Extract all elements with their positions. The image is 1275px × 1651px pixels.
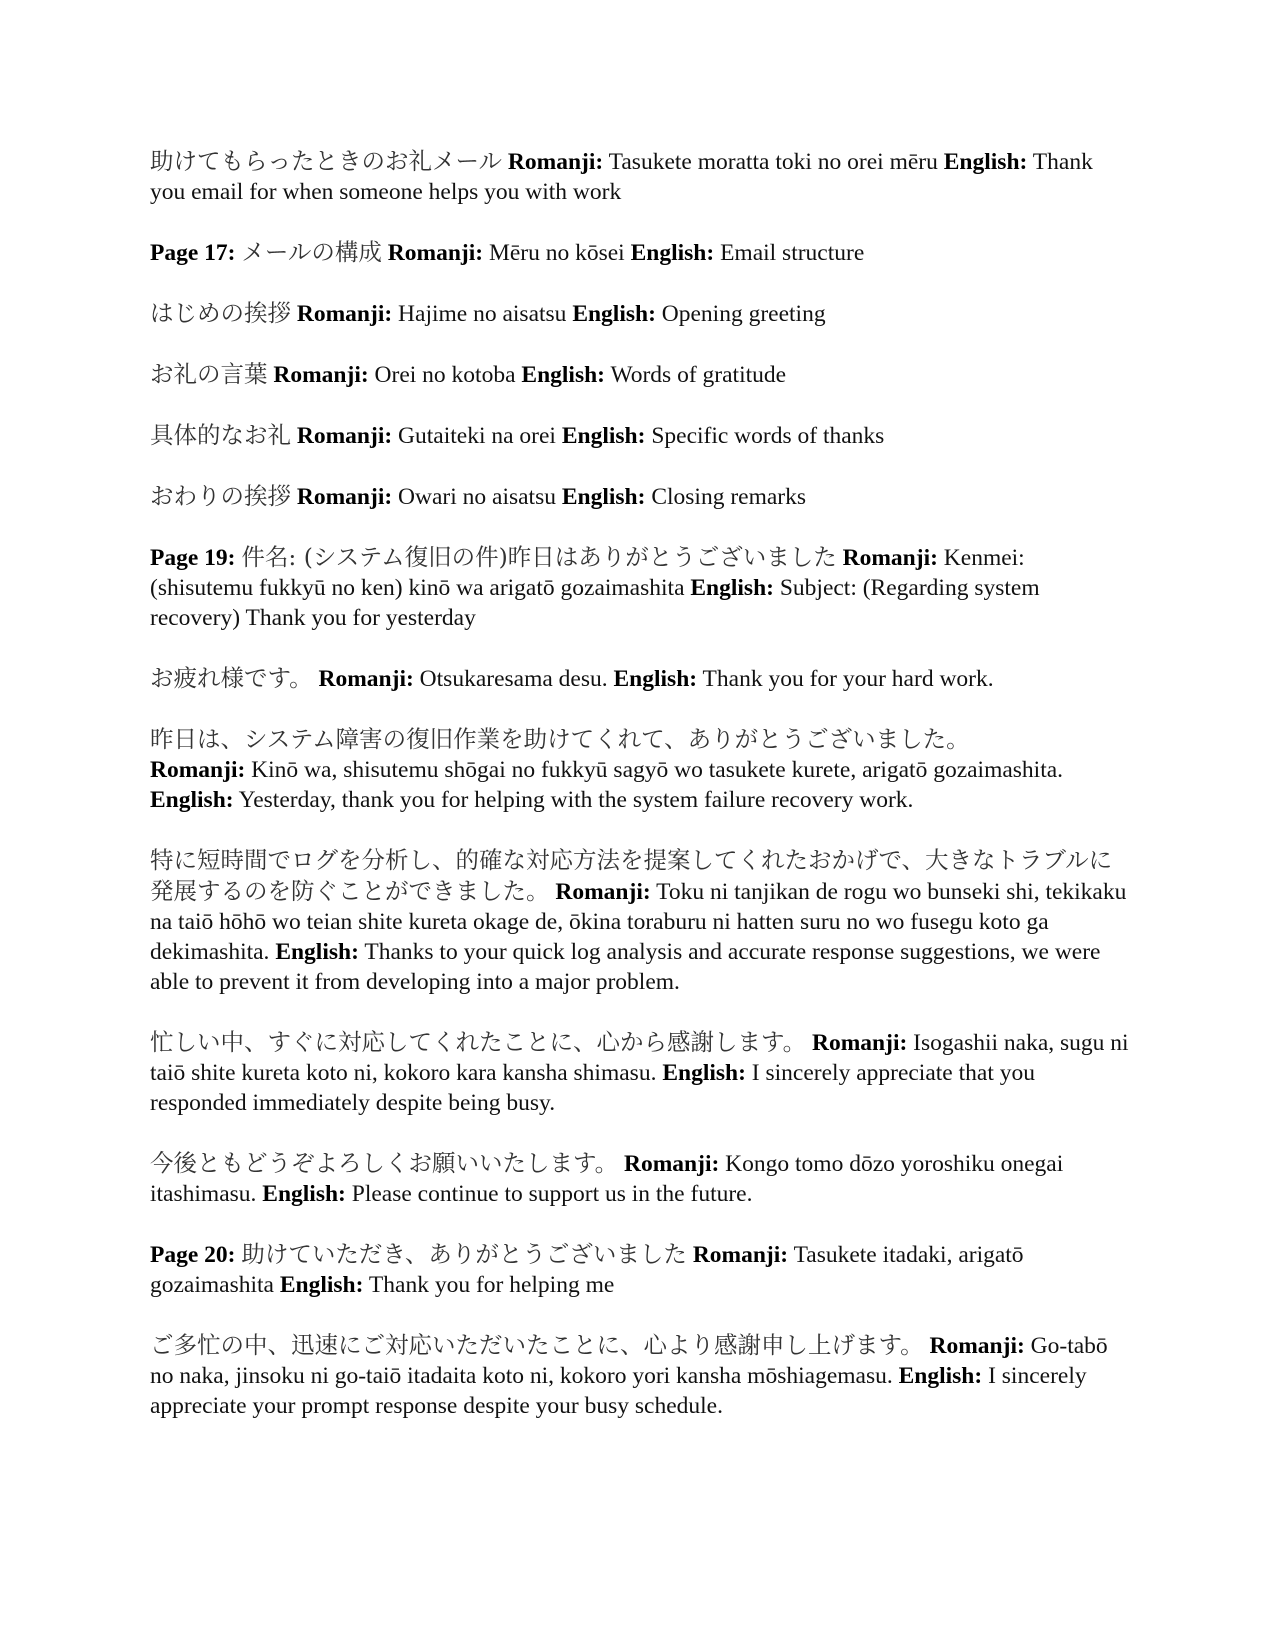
- romanji-label: Romanji:: [507, 149, 604, 175]
- romanji-text: Owari no aisatsu: [398, 484, 556, 510]
- romanji-label: Romanji:: [296, 484, 393, 510]
- japanese-text: メールの構成: [241, 238, 382, 266]
- english-text: Words of gratitude: [610, 362, 787, 388]
- japanese-text: おわりの挨拶: [150, 482, 291, 510]
- phrase-entry: [150, 1027, 1130, 1118]
- phrase-entry: [150, 542, 1130, 633]
- english-text: Opening greeting: [661, 301, 826, 327]
- japanese-text: 助けてもらったときのお礼メール: [150, 147, 503, 175]
- document-body: [150, 146, 1130, 1451]
- english-label: English:: [275, 939, 359, 965]
- japanese-text: 特に短時間でログを分析し、的確な対応方法を提案してくれたおかげで、大きなトラブルに発展するのを防ぐことができました。: [150, 846, 1113, 905]
- romanji-text: Go-tabō no naka, jinsoku ni go-taiō itadaita koto ni, kokoro yori kansha mōshiagemasu.: [150, 1333, 1108, 1389]
- japanese-text: お礼の言葉: [150, 360, 268, 388]
- english-text: I sincerely appreciate that you responded immediately despite being busy.: [150, 1060, 1035, 1116]
- phrase-entry: [150, 663, 1130, 694]
- english-label: English:: [662, 1060, 746, 1086]
- phrase-entry: [150, 724, 1130, 815]
- japanese-text: 忙しい中、すぐに対応してくれたことに、心から感謝します。: [150, 1028, 807, 1056]
- phrase-entry: [150, 298, 1130, 329]
- english-label: English:: [561, 423, 646, 449]
- romanji-label: Romanji:: [555, 879, 651, 905]
- english-label: English:: [262, 1181, 346, 1207]
- english-text: Thanks to your quick log analysis and accurate response suggestions, we were able to prevent it from developing into a major problem.: [150, 939, 1101, 995]
- phrase-entry: [150, 146, 1130, 207]
- romanji-label: Romanji:: [842, 545, 938, 571]
- english-text: Yesterday, thank you for helping with the system failure recovery work.: [238, 787, 914, 813]
- phrase-entry: [150, 1148, 1130, 1209]
- phrase-entry: [150, 1330, 1130, 1421]
- romanji-text: Hajime no aisatsu: [398, 301, 567, 327]
- english-label: English:: [572, 301, 656, 327]
- romanji-text: Isogashii naka, sugu ni taiō shite kureta koto ni, kokoro kara kansha shimasu.: [150, 1030, 1129, 1086]
- english-text: Email structure: [720, 240, 865, 266]
- romanji-label: Romanji:: [812, 1030, 908, 1056]
- romanji-text: Tasukete moratta toki no orei mēru: [608, 149, 938, 175]
- english-label: English:: [561, 484, 646, 510]
- phrase-entry: [150, 481, 1130, 512]
- japanese-text: ご多忙の中、迅速にご対応いただいたことに、心より感謝申し上げます。: [150, 1331, 924, 1359]
- romanji-label: Romanji:: [150, 757, 246, 783]
- phrase-entry: [150, 237, 1130, 268]
- phrase-entry: [150, 420, 1130, 451]
- english-label: English:: [279, 1272, 364, 1298]
- romanji-label: Romanji:: [387, 240, 484, 266]
- romanji-label: Romanji:: [296, 423, 393, 449]
- japanese-text: 件名: (システム復旧の件)昨日はありがとうございました: [241, 543, 837, 571]
- romanji-text: Mēru no kōsei: [488, 240, 625, 266]
- page-label: Page 20:: [150, 1242, 236, 1268]
- english-label: English:: [613, 666, 698, 692]
- english-text: Thank you email for when someone helps you with work: [150, 149, 1093, 205]
- japanese-text: お疲れ様です。: [150, 664, 313, 692]
- japanese-text: 助けていただき、ありがとうございました: [241, 1240, 687, 1268]
- english-label: English:: [690, 575, 774, 601]
- romanji-label: Romanji:: [273, 362, 369, 388]
- english-text: Thank you for your hard work.: [702, 666, 994, 692]
- phrase-entry: [150, 1239, 1130, 1300]
- romanji-text: Gutaiteki na orei: [398, 423, 556, 449]
- english-label: English:: [521, 362, 605, 388]
- japanese-text: 昨日は、システム障害の復旧作業を助けてくれて、ありがとうございました。: [150, 725, 970, 753]
- phrase-entry: [150, 845, 1130, 997]
- english-text: Thank you for helping me: [368, 1272, 615, 1298]
- japanese-text: 今後ともどうぞよろしくお願いいたします。: [150, 1149, 619, 1177]
- japanese-text: はじめの挨拶: [150, 299, 291, 327]
- english-label: English:: [898, 1363, 983, 1389]
- romanji-label: Romanji:: [624, 1151, 720, 1177]
- romanji-text: Kinō wa, shisutemu shōgai no fukkyū sagyō wo tasukete kurete, arigatō gozaimashita.: [251, 757, 1064, 783]
- romanji-text: Toku ni tanjikan de rogu wo bunseki shi, tekikaku na taiō hōhō wo teian shite kureta okage de, ōkina toraburu ni hatten suru no wo fusegu koto ga dekimashita.: [150, 879, 1127, 965]
- page-label: Page 17:: [150, 240, 236, 266]
- page-label: Page 19:: [150, 545, 236, 571]
- english-text: Closing remarks: [651, 484, 807, 510]
- english-label: English:: [943, 149, 1028, 175]
- japanese-text: 具体的なお礼: [150, 421, 291, 449]
- romanji-label: Romanji:: [929, 1333, 1025, 1359]
- romanji-label: Romanji:: [296, 301, 393, 327]
- romanji-text: Orei no kotoba: [374, 362, 516, 388]
- romanji-text: Otsukaresama desu.: [419, 666, 608, 692]
- english-label: English:: [150, 787, 234, 813]
- english-label: English:: [630, 240, 715, 266]
- phrase-entry: [150, 359, 1130, 390]
- romanji-label: Romanji:: [692, 1242, 789, 1268]
- english-text: I sincerely appreciate your prompt response despite your busy schedule.: [150, 1363, 1087, 1419]
- english-text: Subject: (Regarding system recovery) Thank you for yesterday: [150, 575, 1040, 631]
- romanji-text: Kongo tomo dōzo yoroshiku onegai itashimasu.: [150, 1151, 1064, 1207]
- romanji-label: Romanji:: [318, 666, 414, 692]
- romanji-text: Tasukete itadaki, arigatō gozaimashita: [150, 1242, 1024, 1298]
- english-text: Please continue to support us in the future.: [351, 1181, 753, 1207]
- romanji-text: Kenmei: (shisutemu fukkyū no ken) kinō wa arigatō gozaimashita: [150, 545, 1025, 601]
- english-text: Specific words of thanks: [651, 423, 885, 449]
